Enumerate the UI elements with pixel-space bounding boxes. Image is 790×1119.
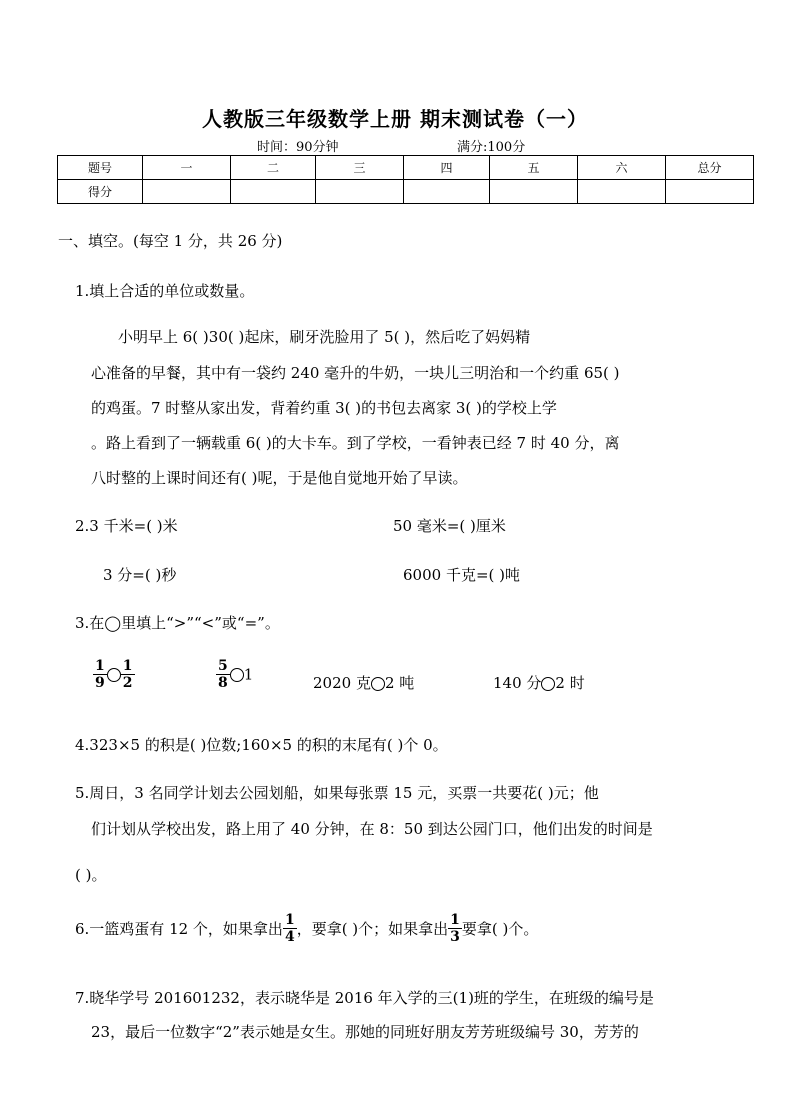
table-row: [58, 180, 754, 204]
question-7-line: 7.晓华学号 201601232，表示晓华是 2016 年入学的三(1)班的学生，在班级的编号是: [75, 989, 654, 1007]
exam-time: 时间：90分钟: [257, 140, 339, 155]
table-cell: 总分: [666, 156, 754, 180]
table-cell: 得分: [58, 180, 143, 204]
question-3-title: 3.在◯里填上“>”“<”或“=”。: [75, 614, 280, 632]
question-2d: 6000 千克=( )吨: [403, 566, 520, 584]
question-5-line: 们计划从学校出发，路上用了 40 分钟，在 8：50 到达公园门口，他们出发的时间是: [91, 820, 653, 838]
score-table: [57, 155, 754, 204]
table-cell: 三: [316, 156, 404, 180]
score-cell[interactable]: [143, 180, 231, 204]
question-5-line: ( )。: [75, 866, 107, 884]
fraction: $\frac{1}{2}$: [122, 658, 133, 691]
compare-circle[interactable]: [371, 677, 385, 691]
table-cell: 四: [404, 156, 490, 180]
full-score: 满分:100分: [457, 140, 526, 155]
fraction: $\frac{1}{3}$: [450, 912, 460, 945]
table-cell: 六: [578, 156, 666, 180]
score-cell[interactable]: [404, 180, 490, 204]
table-cell: 五: [490, 156, 578, 180]
compare-mass: 2020 克 2 吨: [313, 674, 415, 692]
question-2b: 50 毫米=( )厘米: [393, 517, 506, 535]
compare-circle[interactable]: [230, 668, 244, 682]
question-1-line: 小明早上 6( )30( )起床，刷牙洗脸用了 5( )，然后吃了妈妈精: [118, 328, 531, 346]
score-cell[interactable]: [316, 180, 404, 204]
question-2c: 3 分=( )秒: [103, 566, 177, 584]
compare-circle[interactable]: [541, 677, 555, 691]
question-1-line: 心准备的早餐，其中有一袋约 240 毫升的牛奶，一块儿三明治和一个约重 65( ): [91, 364, 620, 382]
table-cell: 题号: [58, 156, 143, 180]
table-cell: 二: [231, 156, 316, 180]
question-1-title: 1.填上合适的单位或数量。: [75, 282, 255, 300]
question-2a: 2.3 千米=( )米: [75, 517, 178, 535]
page-title: 人教版三年级数学上册 期末测试卷（一）: [202, 107, 588, 131]
score-cell[interactable]: [231, 180, 316, 204]
compare-circle[interactable]: [107, 668, 121, 682]
question-1-line: 的鸡蛋。7 时整从家出发，背着约重 3( )的书包去离家 3( )的学校上学: [91, 399, 557, 417]
table-cell: 一: [143, 156, 231, 180]
score-cell[interactable]: [666, 180, 754, 204]
table-row: [58, 156, 754, 180]
score-cell[interactable]: [490, 180, 578, 204]
score-cell[interactable]: [578, 180, 666, 204]
question-1-line: 八时整的上课时间还有( )呢，于是他自觉地开始了早读。: [91, 469, 468, 487]
fraction: $\frac{1}{9}$: [95, 658, 105, 691]
fraction: $\frac{5}{8}$: [218, 658, 228, 691]
fraction: $\frac{1}{4}$: [284, 912, 295, 945]
compare-fractions-1: [93, 658, 135, 691]
question-5-line: 5.周日，3 名同学计划去公园划船，如果每张票 15 元，买票一共要花( )元；他: [75, 784, 599, 802]
question-6: 6.一篮鸡蛋有 12 个，如果拿出 $\frac{1}{4}$ ，要拿( )个；如果拿出 $\frac{1}{3}$ 要拿( )个。: [75, 912, 539, 945]
compare-fraction-2: $\frac{5}{8}$ 1: [218, 658, 254, 691]
question-4: 4.323×5 的积是( )位数;160×5 的积的末尾有( )个 0。: [75, 736, 448, 754]
question-1-line: 。路上看到了一辆载重 6( )的大卡车。到了学校，一看钟表已经 7 时 40 分，离: [91, 434, 620, 452]
section-heading: 一、填空。(每空 1 分，共 26 分): [58, 232, 283, 250]
question-7-line: 23，最后一位数字“2”表示她是女生。那她的同班好朋友芳芳班级编号 30，芳芳的: [91, 1023, 639, 1041]
compare-time: 140 分 2 时: [493, 674, 585, 692]
